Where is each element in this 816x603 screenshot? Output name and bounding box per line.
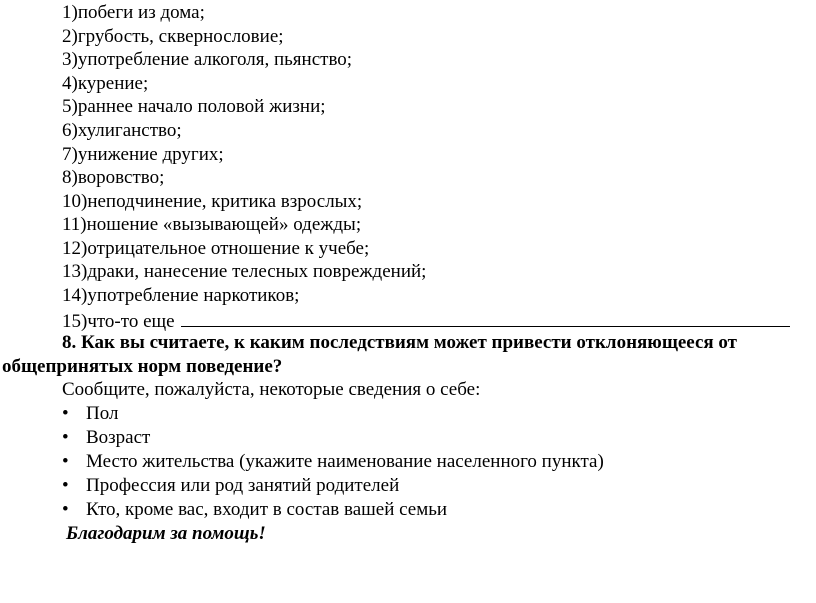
list-item: 7)унижение других; (62, 144, 224, 165)
question-8-line1: 8. Как вы считаете, к каким последствиям может привести отклоняющееся от (62, 332, 738, 353)
bullet-icon: • (62, 499, 69, 520)
other-answer-blank[interactable] (181, 307, 790, 327)
bullet-text: Профессия или род занятий родителей (86, 475, 400, 496)
bullet-text: Возраст (86, 427, 151, 448)
bullet-icon: • (62, 475, 69, 496)
bullet-icon: • (62, 427, 69, 448)
list-item (62, 426, 150, 450)
other-item-row (62, 307, 790, 334)
list-item: 8)воровство; (62, 167, 165, 188)
list-item (62, 450, 604, 474)
bullet-text: Пол (86, 403, 119, 424)
bullet-text: Кто, кроме вас, входит в состав вашей семьи (86, 499, 448, 520)
list-item: 11)ношение «вызывающей» одежды; (62, 214, 362, 235)
list-item: 12)отрицательное отношение к учебе; (62, 238, 370, 259)
list-item: 14)употребление наркотиков; (62, 285, 300, 306)
list-item: 4)курение; (62, 73, 149, 94)
list-item: 1)побеги из дома; (62, 2, 205, 23)
list-item: 5)раннее начало половой жизни; (62, 96, 326, 117)
other-item-label: 15)что-то еще (62, 311, 175, 332)
bullet-text: Место жительства (укажите наименование населенного пункта) (86, 451, 604, 472)
list-item: 6)хулиганство; (62, 120, 182, 141)
list-item: 10)неподчинение, критика взрослых; (62, 191, 363, 212)
list-item (62, 498, 447, 522)
list-item: 3)употребление алкоголя, пьянство; (62, 49, 353, 70)
list-item: 13)драки, нанесение телесных повреждений; (62, 261, 427, 282)
thanks-text: Благодарим за помощь! (66, 523, 266, 544)
list-item: 2)грубость, сквернословие; (62, 26, 284, 47)
intro-text: Сообщите, пожалуйста, некоторые сведения о себе: (62, 379, 481, 400)
list-item (62, 402, 118, 426)
bullet-icon: • (62, 451, 69, 472)
question-8-line2: общепринятых норм поведение? (2, 356, 283, 377)
list-item (62, 474, 399, 498)
bullet-icon: • (62, 403, 69, 424)
